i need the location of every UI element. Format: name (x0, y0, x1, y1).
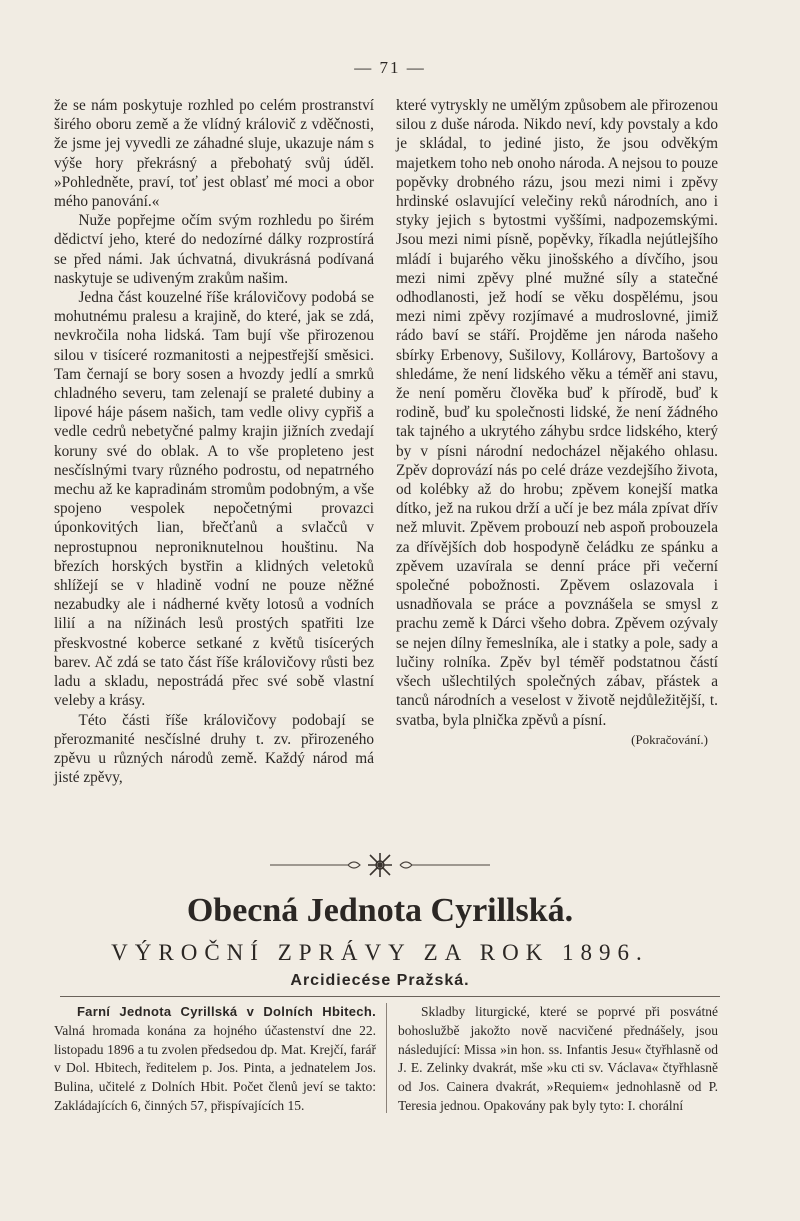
article-right-column (396, 96, 718, 749)
report-paragraph (54, 1003, 376, 1116)
section-subtitle: VÝROČNÍ ZPRÁVY ZA ROK 1896. (111, 940, 649, 965)
column-divider (386, 1003, 387, 1113)
report-text: Valná hromada konána za hojného účastenství dne 22. listopadu 1896 a tu zvolen předsedou dp. Mat. Krejčí, farář v Dol. Hbitech, ředitelem p. Jos. Pinta, a jednatelem Jos. Bulina, učitelé z Dolních Hbit. Počet členů jeví se takto: Zakládajících 6, činných 57, přispívajících 15. (54, 1022, 376, 1113)
article-paragraph: Jedna část kouzelné říše královičovy podobá se mohutnému pralesu a krajině, do které, jak se zdá, nevkročila noha lidská. Tam bují vše přirozenou silou v tisíceré rozmanitosti a nejpestřejší směsici. Tam černají se bory sosen a hvozdy jedlí a smrků chladného severu, tam zelenají se praleté dubiny a lipové háje pásem našich, tam vedle olivy cypřiš a vedle cedrů nebetyčné palmy krajin jižních zvedají koruny své do oblak. A to vše propleteno jest nesčíslnými tvary různého podrostu, od nepatrného mechu až ke kapradinám stromům podobným, a vše spojeno vespolek nepočetnými provazci úponkovitých lian, břečťanů a svlačců v neprostupnou neproniknutelnou houštinu. Na březích horských bystřin a klidných veletoků shlížejí se v hladině vodní ne pouze něžné nezabudky ale i nádherné květy lotosů a vodních lilií a na nížinách lesů prostých spatřiti lze přeskvostné koberce setkané z květů tisícerých barev. Ač zdá se tato část říše královičovy růsti bez ladu a skladu, nepostrádá přec své sobě vlastní veleby a krásy. (54, 289, 374, 710)
continued-note: (Pokračování.) (631, 731, 708, 747)
report-paragraph: Skladby liturgické, které se poprvé při posvátné bohoslužbě jakožto nově nacvičené přednášely, jsou následující: Missa »in hon. ss. Infantis Jesu« čtyřhlasně od J. E. Zelinky dvakrát, mše »ku cti sv. Václava« čtyřhlasně od Jos. Cainera dvakrát, »Requiem« jednohlasně od P. Teresia jednou. Opakovány pak byly tyto: I. chorální (398, 1004, 718, 1113)
article-left-column (54, 96, 374, 787)
article-paragraph: Nuže popřejme očím svým rozhledu po širém dědictví jeho, které do nedozírné dálky rozprostírá se před námi. Jak úchvatná, divukrásná podívaná naskytuje se udiveným zrakům našim. (54, 212, 374, 287)
article-paragraph: Této části říše královičovy podobají se přerozmanité nesčíslné druhy t. zv. přirozeného zpěvu u různých národů země. Každý národ má jisté zpěvy, (54, 711, 374, 787)
page-number: — 71 — (354, 58, 426, 77)
report-lead: Farní Jednota Cyrillská v Dolních Hbitech. (76, 1004, 376, 1019)
horizontal-rule (60, 996, 720, 997)
article-paragraph: že se nám poskytuje rozhled po celém prostranství širého oboru země a že vlídný královič z vděčnosti, že jsme jej vyvedli ze záhadné sluje, ukazuje nám s výše hory překrásný a přebohatý svůj úděl. »Pohledněte, praví, toť jest oblasť mé moci a obor mého panování.« (54, 97, 374, 211)
article-paragraph: které vytryskly ne umělým způsobem ale přirozenou silou z duše národa. Nikdo neví, kdy povstaly a kdo je skládal, to jediné jisto, že jsou odvěkým majetkem toho neb onoho národa. A nejsou to pouze popěvky drobného rázu, jsou mezi nimi i zpěvy hrdinské oslavující velečiny reků národních, ano i styky jejich s bytostmi vyššími, nadpozemskými. Jsou mezi nimi písně, popěvky, říkadla nejútlejšího mládí i bujarého věku jinošského a dívčího, jsou mezi nimi zpěvy plné mužné síly a statečné odhodlanosti, jež hodí se věku dospělému, jsou mezi nimi zpěvy rozjímavé a mudroslovné, jimiž rádo baví se stáří. Projděme jen národa našeho sbírky Erbenovy, Sušilovy, Kollárovy, Bartošovy a shledáme, že není lidského věku a téměř ani stavu, že není poměru člověka buď k přírodě, buď k rodině, buď ku společnosti lidské, že není žádného tak tajného a ukrytého záhybu srdce lidského, který by v písni národní nedocházel nějakého ohlasu. Zpěv doprovází nás po celé dráze vezdejšího života, od kolébky až do hrobu; zpěvem konejší matka dítko, jež na rukou drží a učí je bez mála zpívat dřív než mluvit. Zpěvem probouzí neb aspoň probouzela za dřívějších dob hospodyně čeládku ze spánku a zpěvem uzavírala se denní práce při večerní společné pobožnosti. Zpěvem oslazovala i usnadňovala se práce a povznášela se smysl z prachu země k Dárci všeho dobra. Zpěvem ozývaly se nejen dílny řemeslníka, ale i statky a pole, sady a lučiny rolníka. Zpěv byl téměř podstatnou částí všech ušlechtilých společných zábav, přástek a tanců národních a veselost v životě nejdůležitější, t. svatba, byla plnička zpěvů a písní. (396, 97, 718, 729)
report-left-column (54, 1003, 376, 1116)
report-right-column (398, 1003, 718, 1116)
section-title: Obecná Jednota Cyrillská. (186, 892, 574, 929)
diocese-heading: Arcidiecése Pražská. (290, 972, 470, 989)
divider-ornament-icon (270, 850, 490, 880)
